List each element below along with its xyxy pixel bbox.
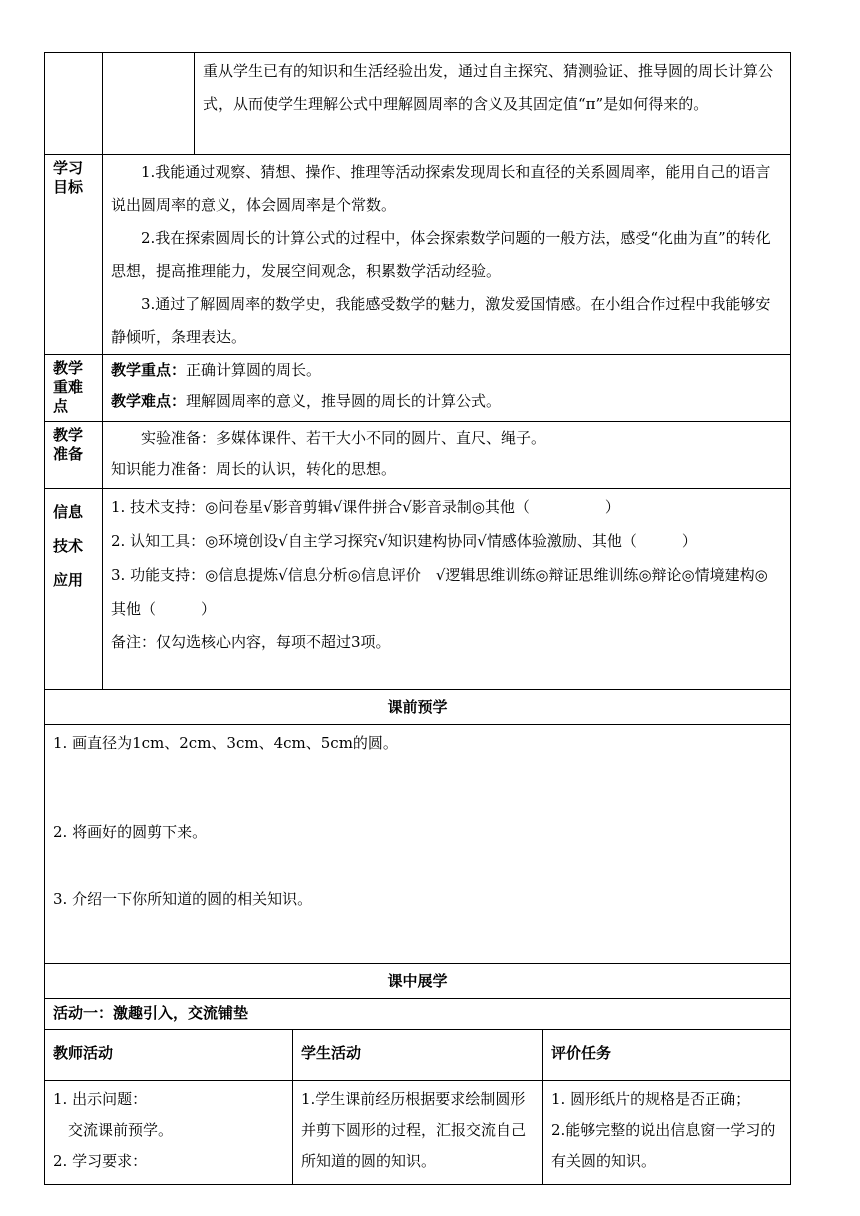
preview-content-row: [45, 725, 791, 964]
focus-line: [111, 355, 782, 386]
goals-label-cell: [45, 155, 103, 355]
student-activity-text: 1.学生课前经历根据要求绘制圆形并剪下圆形的过程，汇报交流自己所知道的圆的知识。: [301, 1090, 527, 1170]
focus-label: 教学重点：: [111, 361, 187, 379]
tech-label-2: 技术: [53, 537, 84, 555]
keypoints-label-cell: [45, 355, 103, 422]
tech-line-1: 1. 技术支持：◎问卷星√影音剪辑√课件拼合√影音录制◎其他（ ）: [111, 498, 620, 516]
tech-label-3: 应用: [53, 571, 84, 589]
student-activity-cell: [293, 1081, 543, 1185]
teacher-step-2: 2. 学习要求：: [53, 1152, 148, 1170]
goal-item-1: 1.我能通过观察、猜想、操作、推理等活动探索发现周长和直径的关系圆周率，能用自己的语言说出圆周率的意义，体会圆周率是个常数。: [111, 163, 771, 214]
difficulty-label: 教学难点：: [111, 392, 187, 410]
intro-row: [45, 53, 791, 155]
evaluation-item-1: 1. 圆形纸片的规格是否正确；: [551, 1090, 751, 1108]
evaluation-item-2: 2.能够完整的说出信息窗一学习的有关圆的知识。: [551, 1121, 776, 1170]
preview-item-3: 3. 介绍一下你所知道的圆的相关知识。: [53, 890, 313, 908]
activity1-row: [45, 999, 791, 1030]
tech-line-3: 3. 功能支持：◎信息提炼√信息分析◎信息评价 √逻辑思维训练◎辩证思维训练◎辩论◎情境建构◎ 其他（ ）: [111, 566, 783, 618]
keypoints-content-cell: [103, 355, 791, 422]
prep-experiment: 实验准备：多媒体课件、若干大小不同的圆片、直尺、绳子。: [141, 429, 547, 447]
tech-note: 备注：仅勾选核心内容，每项不超过3项。: [111, 633, 391, 651]
keypoints-label: 教学重难点: [53, 359, 84, 415]
evaluation-header: 评价任务: [543, 1030, 791, 1081]
lesson-plan-page: [44, 52, 790, 1185]
tech-label-cell: [45, 489, 103, 690]
prep-content-cell: [103, 422, 791, 489]
difficulty-line: [111, 386, 782, 417]
difficulty-text: 理解圆周率的意义，推导圆的周长的计算公式。: [186, 392, 502, 410]
teacher-activity-cell: [45, 1081, 293, 1185]
inclass-title: 课中展学: [45, 964, 791, 999]
prep-label: 教学准备: [53, 426, 84, 463]
prep-knowledge: 知识能力准备：周长的认识，转化的思想。: [111, 460, 397, 478]
inclass-title-row: [45, 964, 791, 999]
intro-text-cell: [195, 53, 791, 155]
preview-item-1: 1. 画直径为1cm、2cm、3cm、4cm、5cm的圆。: [53, 734, 398, 752]
tech-label-1: 信息: [53, 503, 84, 521]
activity-header-row: [45, 1030, 791, 1081]
prep-label-cell: [45, 422, 103, 489]
intro-empty-cell: [45, 53, 103, 155]
goals-row: [45, 155, 791, 355]
focus-text: 正确计算圆的周长。: [186, 361, 322, 379]
goals-label: 学习目标: [53, 159, 84, 196]
preview-title-row: [45, 690, 791, 725]
tech-label: [45, 489, 102, 597]
intro-text: 重从学生已有的知识和生活经验出发，通过自主探究、猜测验证、推导圆的周长计算公式，从而使学生理解公式中理解圆周率的含义及其固定值“π”是如何得来的。: [203, 62, 774, 113]
teacher-step-1: 1. 出示问题：: [53, 1090, 148, 1108]
goal-item-3: 3.通过了解圆周率的数学史，我能感受数学的魅力，激发爱国情感。在小组合作过程中我能够安静倾听，条理表达。: [111, 295, 771, 346]
teacher-step-1-detail: 交流课前预学。: [68, 1121, 174, 1139]
tech-line-2: 2. 认知工具：◎环境创设√自主学习探究√知识建构协同√情感体验激励、其他（ ）: [111, 532, 697, 550]
lesson-plan-table: [44, 52, 791, 1185]
intro-empty-cell-2: [103, 53, 195, 155]
evaluation-cell: [543, 1081, 791, 1185]
preview-item-2: 2. 将画好的圆剪下来。: [53, 823, 208, 841]
goal-item-2: 2.我在探索圆周长的计算公式的过程中，体会探索数学问题的一般方法，感受“化曲为直”的转化思想，提高推理能力，发展空间观念，积累数学活动经验。: [111, 229, 771, 280]
teacher-activity-header: 教师活动: [45, 1030, 293, 1081]
tech-content-cell: [103, 489, 791, 690]
goals-content-cell: [103, 155, 791, 355]
preview-content-cell: [45, 725, 791, 964]
activity1-title: 活动一：激趣引入，交流铺垫: [45, 999, 791, 1030]
tech-row: [45, 489, 791, 690]
prep-row: [45, 422, 791, 489]
student-activity-header: 学生活动: [293, 1030, 543, 1081]
keypoints-row: [45, 355, 791, 422]
preview-title: 课前预学: [45, 690, 791, 725]
activity-content-row: [45, 1081, 791, 1185]
